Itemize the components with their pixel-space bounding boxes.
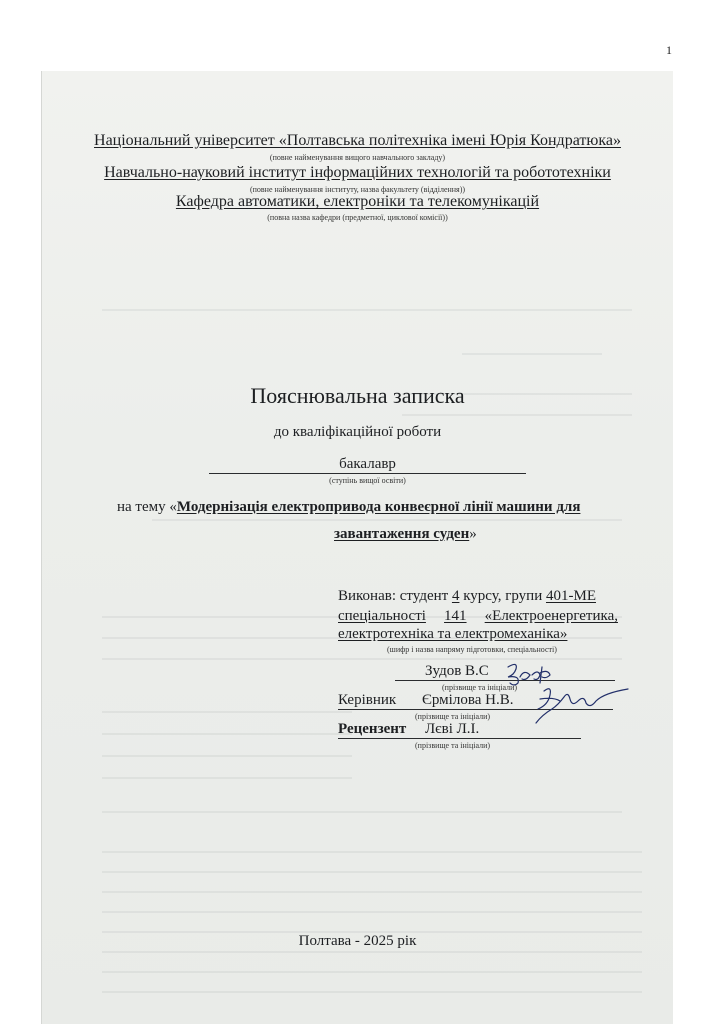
student-name: Зудов В.С <box>425 663 489 679</box>
course-value: 4 <box>451 588 460 604</box>
specialty-code: 141 <box>444 608 467 624</box>
reviewer-name: Лєві Л.І. <box>425 721 480 737</box>
specialty-label: спеціальності <box>338 608 426 624</box>
degree-underline <box>209 473 526 474</box>
supervisor-label: Керівник <box>338 692 397 708</box>
document-subtitle: до кваліфікаційної роботи <box>273 424 442 440</box>
topic-title-part-2: завантаження суден <box>334 526 470 542</box>
university-note: (повне найменування вищого навчального закладу) <box>269 153 446 162</box>
supervisor-name: Єрмілова Н.В. <box>422 692 514 708</box>
topic-title-part-1: Модернізація електропривода конвеєрної лінії машини для <box>176 499 581 515</box>
topic-line-2 <box>334 526 477 543</box>
specialty-note: (шифр і назва напряму підготовки, спеціальності) <box>387 645 557 654</box>
specialty-name-part-1: «Електроенергетика, <box>484 608 618 624</box>
degree-value: бакалавр <box>339 456 396 472</box>
performer-label: Виконав: студент <box>338 588 452 604</box>
page-number: 1 <box>666 43 672 57</box>
institute-name: Навчально-науковий інститут інформаційних технологій та робототехніки <box>104 164 611 181</box>
performer-line <box>338 588 596 605</box>
supervisor-note: (прізвище та ініціали) <box>415 712 491 721</box>
city-year: Полтава - 2025 рік <box>298 933 417 949</box>
department-note: (повна назва кафедри (предметної, циклової комісії)) <box>267 213 448 222</box>
reviewer-label: Рецензент <box>338 721 407 737</box>
university-name: Національний університет «Полтавська політехніка імені Юрія Кондратюка» <box>94 132 621 149</box>
department-name: Кафедра автоматики, електроніки та телекомунікацій <box>175 193 540 210</box>
group-value: 401-МЕ <box>545 588 596 604</box>
topic-line-1 <box>117 499 580 516</box>
specialty-name-part-2: електротехніка та електромеханіка» <box>338 626 568 642</box>
document-title: Пояснювальна записка <box>250 383 465 408</box>
student-name-note: (прізвище та ініціали) <box>442 683 518 692</box>
specialty-line <box>338 608 618 625</box>
topic-suffix: » <box>469 526 477 542</box>
topic-prefix: на тему « <box>117 499 177 515</box>
institute-note: (повне найменування інституту, назва факультету (відділення)) <box>249 185 466 194</box>
reviewer-underline <box>338 738 581 739</box>
reviewer-note: (прізвище та ініціали) <box>415 741 491 750</box>
group-label: курсу, групи <box>459 588 546 604</box>
degree-note: (ступінь вищої освіти) <box>329 476 406 485</box>
supervisor-signature <box>530 679 630 729</box>
title-page <box>42 71 673 1024</box>
